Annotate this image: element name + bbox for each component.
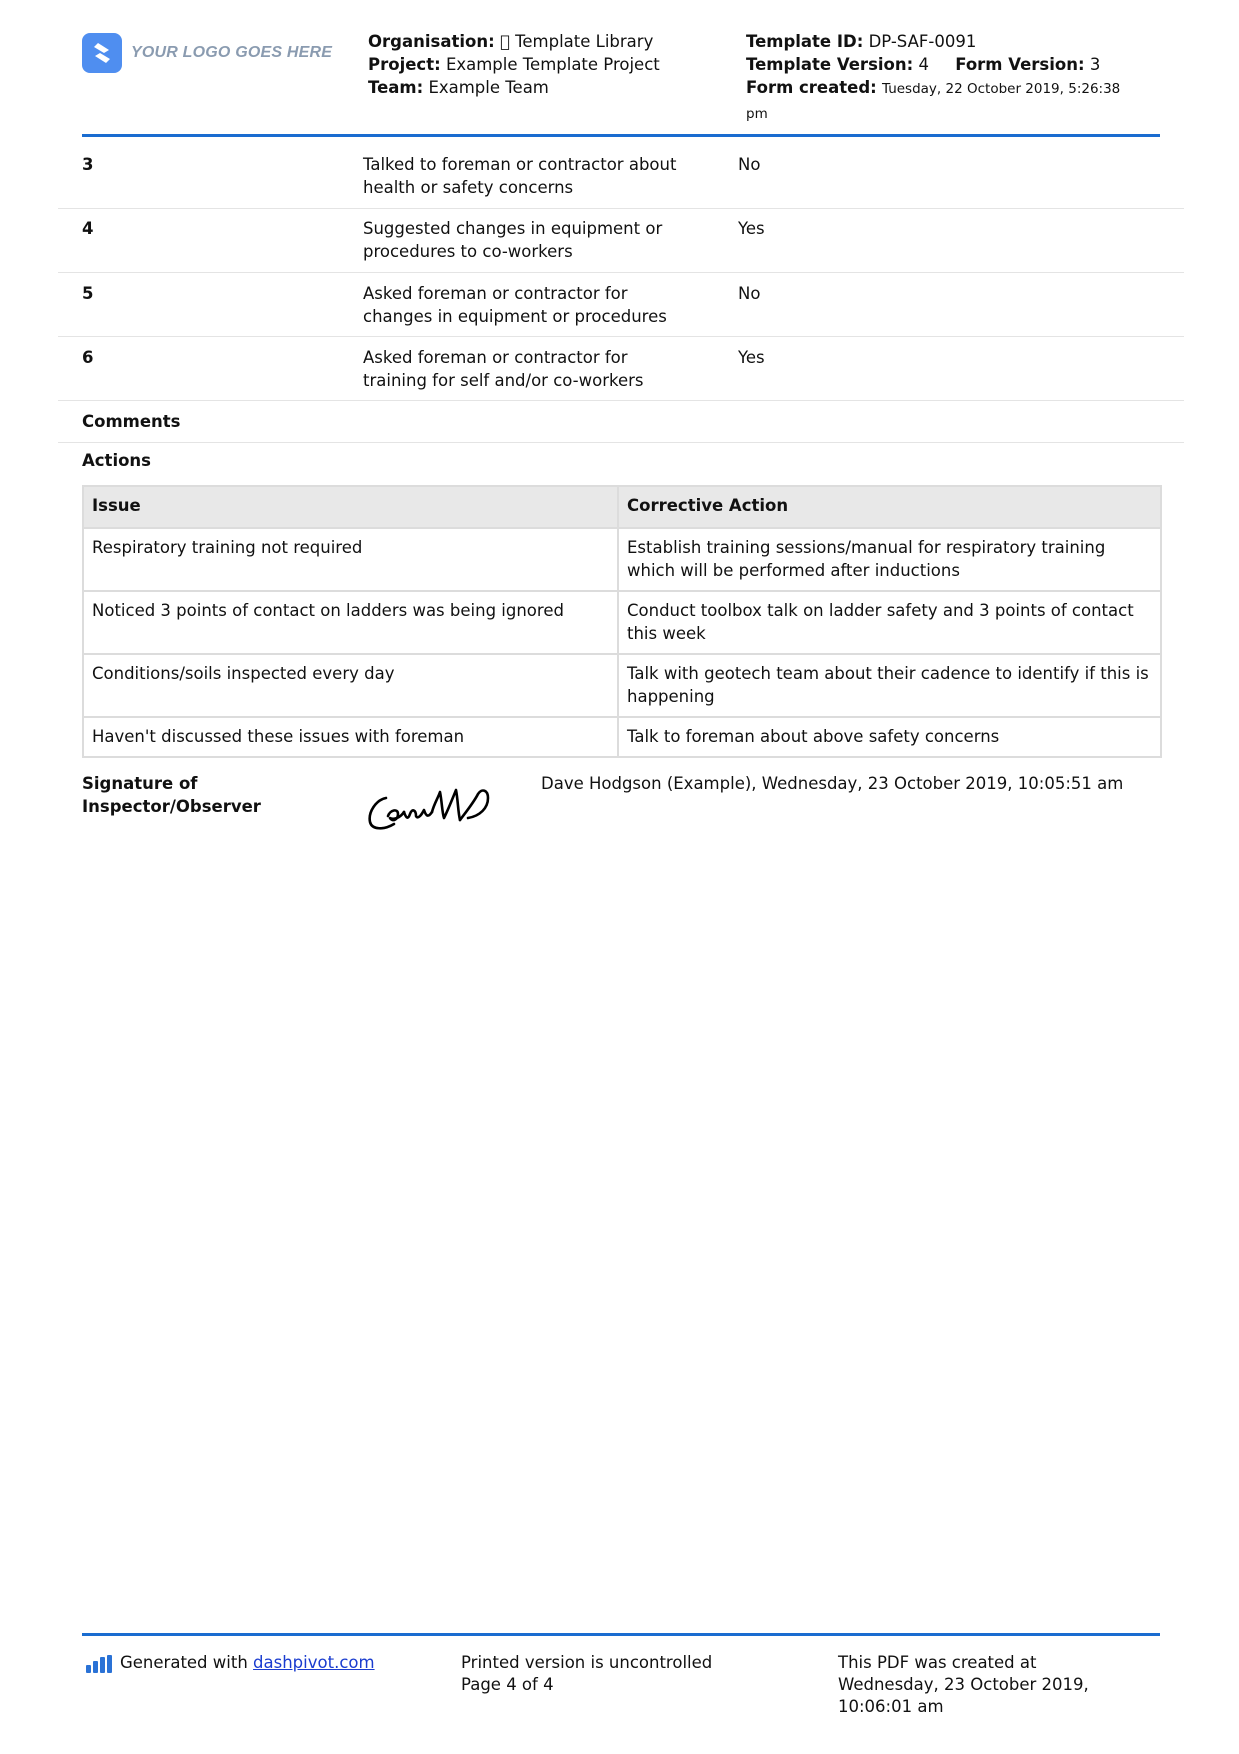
corrective-action-cell: Conduct toolbox talk on ladder safety and 3 points of contact this week <box>618 591 1161 654</box>
signature-image <box>364 778 496 840</box>
template-version-value: 4 <box>918 55 929 74</box>
organisation-value: Template Library <box>499 32 639 51</box>
actions-table <box>82 485 1162 758</box>
corrective-action-cell: Establish training sessions/manual for respiratory training which will be performed after inductions <box>618 528 1161 591</box>
item-number: 4 <box>82 219 94 238</box>
form-created-value: Tuesday, 22 October 2019, 5:26:38 pm <box>746 81 1121 122</box>
footer-generated <box>86 1652 375 1674</box>
column-header-issue: Issue <box>83 486 618 528</box>
logo <box>82 33 332 73</box>
page-header <box>82 28 1160 137</box>
item-question: Asked foreman or contractor for changes in equipment or procedures <box>363 284 667 326</box>
page-number: Page 4 of 4 <box>461 1675 554 1694</box>
item-question: Asked foreman or contractor for training for self and/or co-workers <box>363 348 644 390</box>
issue-cell: Conditions/soils inspected every day <box>83 654 618 717</box>
column-header-corrective-action: Corrective Action <box>618 486 1161 528</box>
table-row <box>83 528 1161 591</box>
item-answer: Yes <box>738 348 765 367</box>
item-number: 3 <box>82 155 94 174</box>
issue-cell: Noticed 3 points of contact on ladders was being ignored <box>83 591 618 654</box>
header-meta-right <box>746 30 1146 126</box>
project-label: Project: <box>368 55 441 74</box>
logo-text: YOUR LOGO GOES HERE <box>131 44 333 61</box>
table-header-row <box>83 486 1161 528</box>
form-created-label: Form created: <box>746 78 877 97</box>
template-id-value: DP-SAF-0091 <box>868 32 977 51</box>
actions-label: Actions <box>82 451 151 470</box>
logo-icon <box>82 33 122 73</box>
organisation-label: Organisation: <box>368 32 495 51</box>
generated-prefix: Generated with <box>120 1653 248 1672</box>
corrective-action-cell: Talk with geotech team about their cadence to identify if this is happening <box>618 654 1161 717</box>
form-version-value: 3 <box>1089 55 1101 74</box>
issue-cell: Haven't discussed these issues with foreman <box>83 717 618 757</box>
footer-middle <box>461 1652 712 1696</box>
team-label: Team: <box>368 78 424 97</box>
item-question: Talked to foreman or contractor about health or safety concerns <box>363 155 677 197</box>
uncontrolled-notice: Printed version is uncontrolled <box>461 1653 713 1672</box>
list-item <box>58 147 1184 209</box>
comments-label: Comments <box>82 412 181 431</box>
issue-cell: Respiratory training not required <box>83 528 618 591</box>
item-question: Suggested changes in equipment or procedures to co-workers <box>363 219 663 261</box>
pdf-created-notice: This PDF was created at Wednesday, 23 October 2019, 10:06:01 am <box>838 1653 1089 1716</box>
template-version-label: Template Version: <box>746 55 914 74</box>
signature-meta: Dave Hodgson (Example), Wednesday, 23 October 2019, 10:05:51 am <box>541 774 1124 793</box>
signature-label: Signature of Inspector/Observer <box>82 774 261 816</box>
table-row <box>83 591 1161 654</box>
list-item <box>58 336 1184 401</box>
item-number: 6 <box>82 348 94 367</box>
template-id-label: Template ID: <box>746 32 864 51</box>
form-version-label: Form Version: <box>955 55 1085 74</box>
item-answer: No <box>738 155 761 174</box>
corrective-action-cell: Talk to foreman about above safety concerns <box>618 717 1161 757</box>
project-value: Example Template Project <box>445 55 660 74</box>
item-answer: Yes <box>738 219 765 238</box>
item-answer: No <box>738 284 761 303</box>
comments-row <box>58 400 1184 443</box>
dashpivot-link[interactable]: dashpivot.com <box>253 1653 375 1672</box>
list-item <box>58 208 1184 273</box>
header-meta-left <box>368 30 660 99</box>
table-row <box>83 654 1161 717</box>
list-item <box>58 272 1184 337</box>
dashpivot-logo-icon <box>86 1655 112 1673</box>
table-row <box>83 717 1161 757</box>
page-footer <box>82 1633 1160 1716</box>
team-value: Example Team <box>428 78 549 97</box>
item-number: 5 <box>82 284 94 303</box>
